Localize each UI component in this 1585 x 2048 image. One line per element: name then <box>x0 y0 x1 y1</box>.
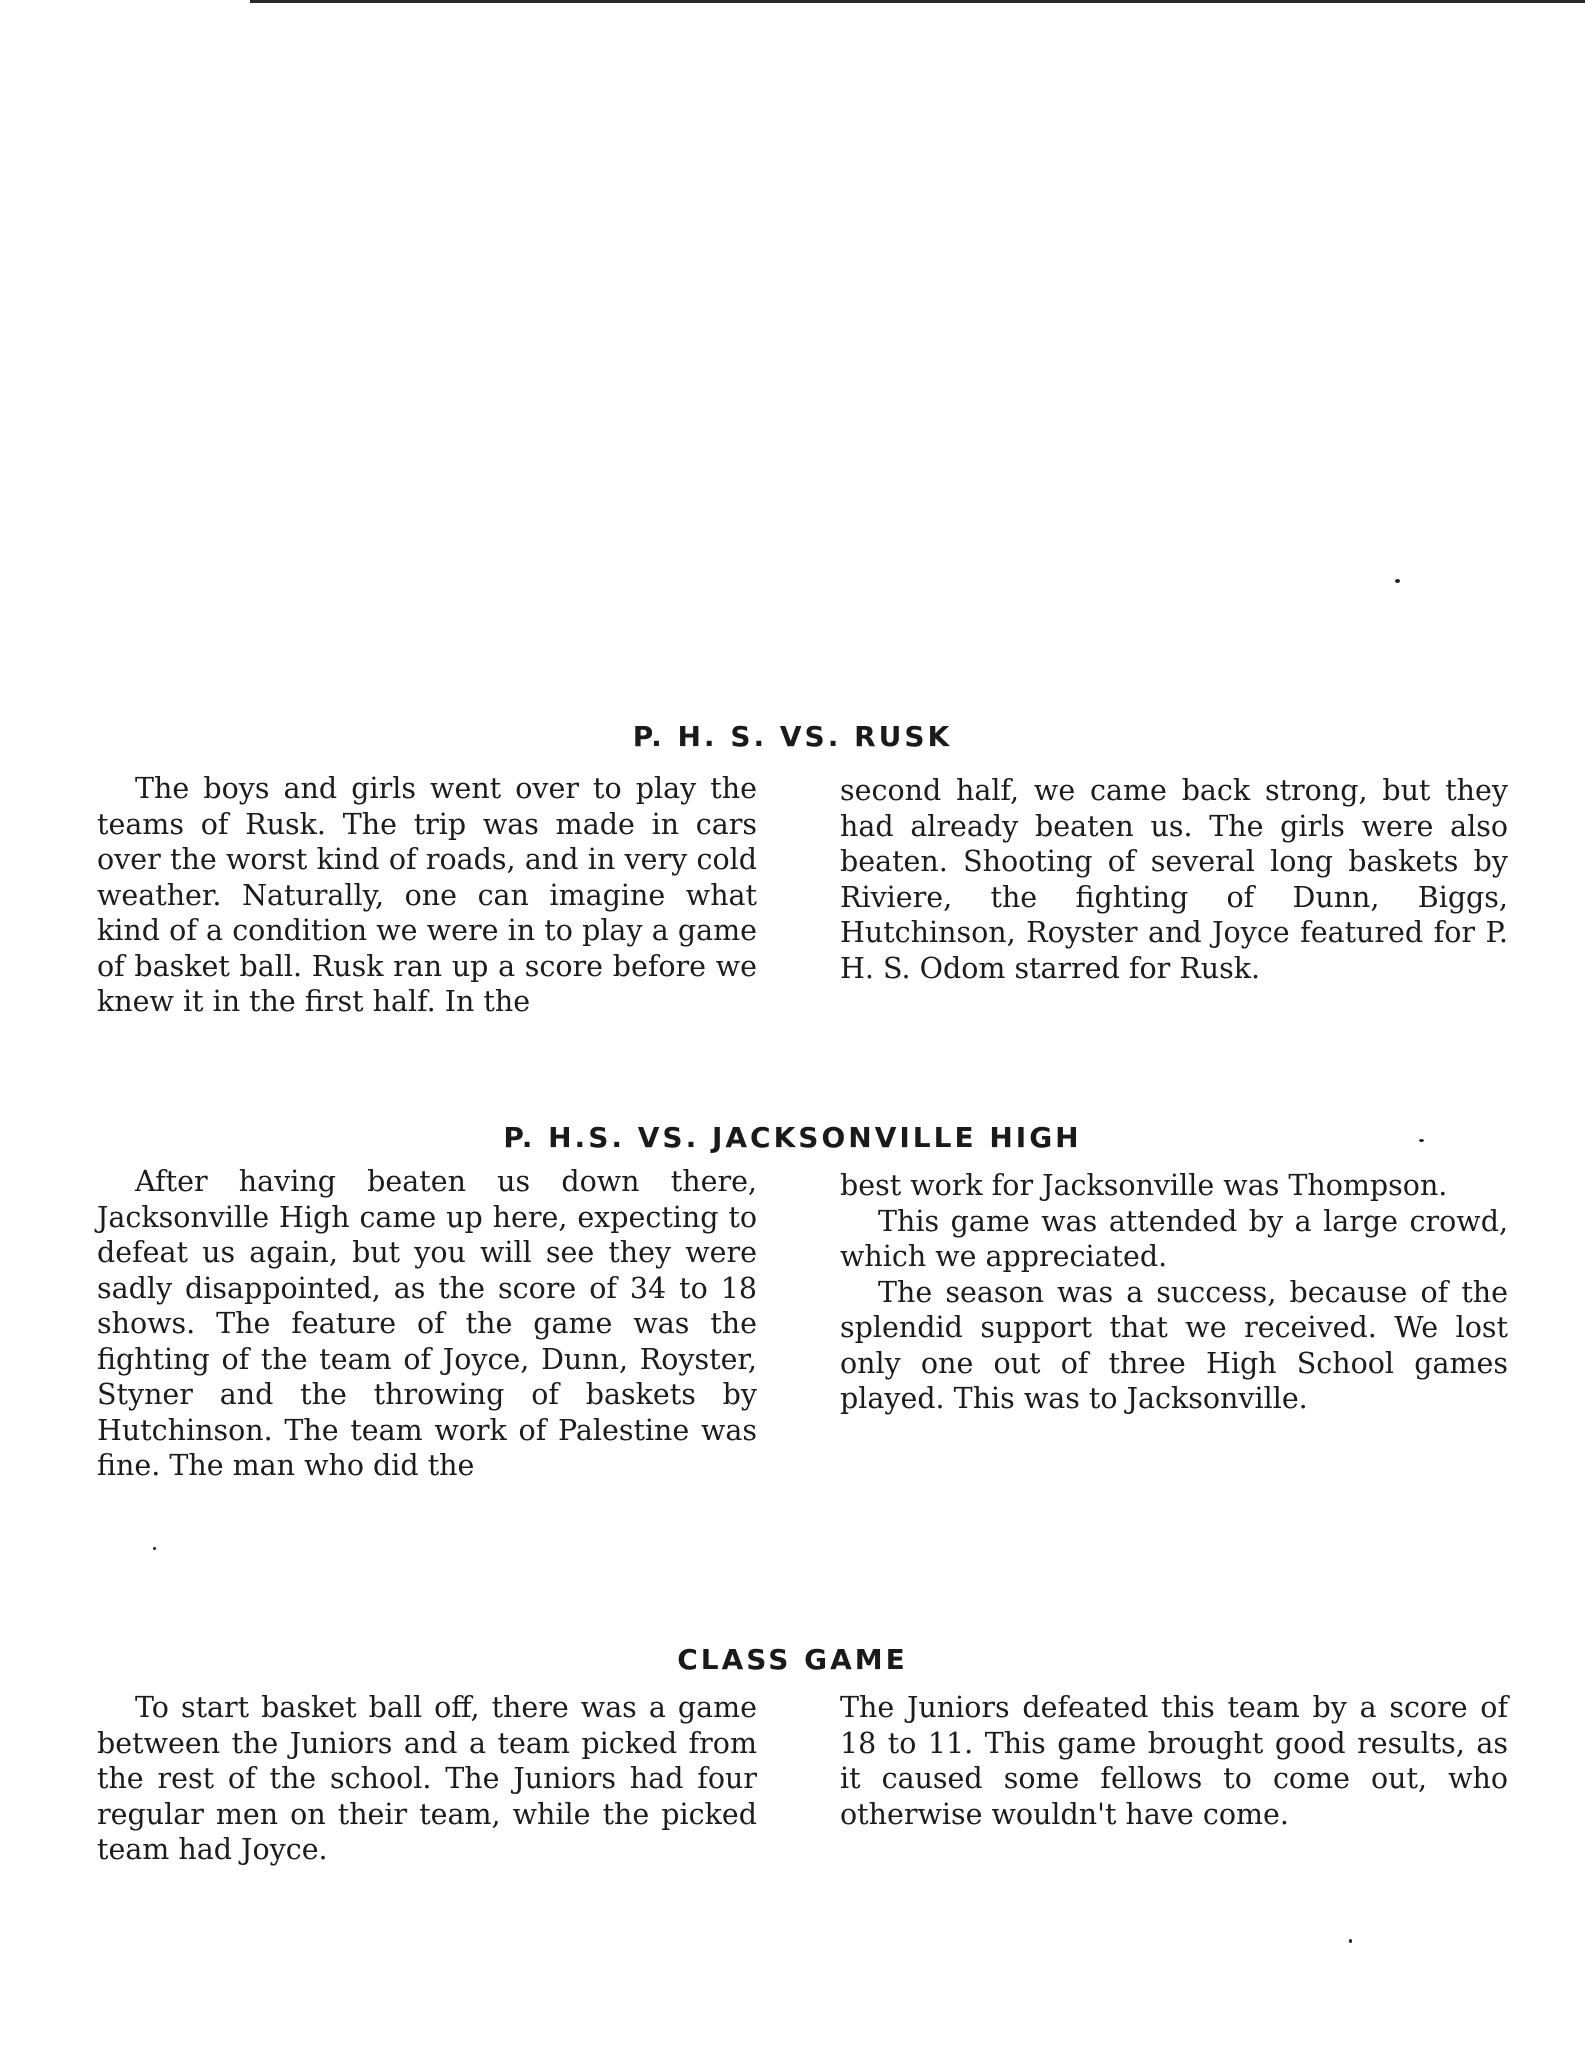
scan-speck <box>153 1547 156 1550</box>
scan-speck <box>1395 579 1400 583</box>
rusk-paragraph-continued: second half, we came back strong, but they had already beaten us. The girls were also beaten. Shooting of several long baskets by Riviere, the fighting of Dunn, Biggs, Hutchinson, Royster and Joyce featured for P. H. S. Odom starred for Rusk. <box>840 774 1508 985</box>
class-game-paragraph: To start basket ball off, there was a game between the Juniors and a team picked from the rest of the school. The Juniors had four regular men on their team, while the picked team had Joyce. <box>97 1691 757 1866</box>
jacksonville-paragraph-continued: best work for Jacksonville was Thompson. <box>840 1169 1448 1202</box>
class-game-right-column <box>840 1690 1508 1832</box>
rusk-right-column <box>840 773 1508 986</box>
section-heading-jacksonville: P. H.S. VS. JACKSONVILLE HIGH <box>503 1121 1082 1154</box>
jacksonville-right-column <box>840 1168 1508 1417</box>
top-rule <box>250 0 1585 3</box>
scan-speck <box>1419 1139 1424 1142</box>
jacksonville-paragraph: After having beaten us down there, Jacksonville High came up here, expecting to defeat us again, but you will see they were sadly disappointed, as the score of 34 to 18 shows. The feature of the game was the fighting of the team of Joyce, Dunn, Royster, Styner and the throwing of baskets by Hutchinson. The team work of Palestine was fine. The man who did the <box>97 1165 757 1482</box>
section-heading-rusk: P. H. S. VS. RUSK <box>632 720 953 753</box>
jacksonville-left-column <box>97 1164 757 1484</box>
jacksonville-season-paragraph: The season was a success, because of the splendid support that we received. We lost only one out of three High School games played. This was to Jacksonville. <box>840 1275 1508 1415</box>
jacksonville-attendance-paragraph: This game was attended by a large crowd, which we appreciated. <box>840 1204 1508 1273</box>
rusk-paragraph: The boys and girls went over to play the teams of Rusk. The trip was made in cars over the worst kind of roads, and in very cold weather. Naturally, one can imagine what kind of a condition we were in to play a game of basket ball. Rusk ran up a score before we knew it in the first half. In the <box>97 772 757 1018</box>
class-game-paragraph-continued: The Juniors defeated this team by a score of 18 to 11. This game brought good results, as it caused some fellows to come out, who otherwise wouldn't have come. <box>840 1691 1508 1831</box>
class-game-left-column <box>97 1690 757 1868</box>
scan-speck <box>1349 1939 1352 1943</box>
rusk-left-column <box>97 771 757 1020</box>
section-heading-class-game: CLASS GAME <box>677 1643 908 1676</box>
